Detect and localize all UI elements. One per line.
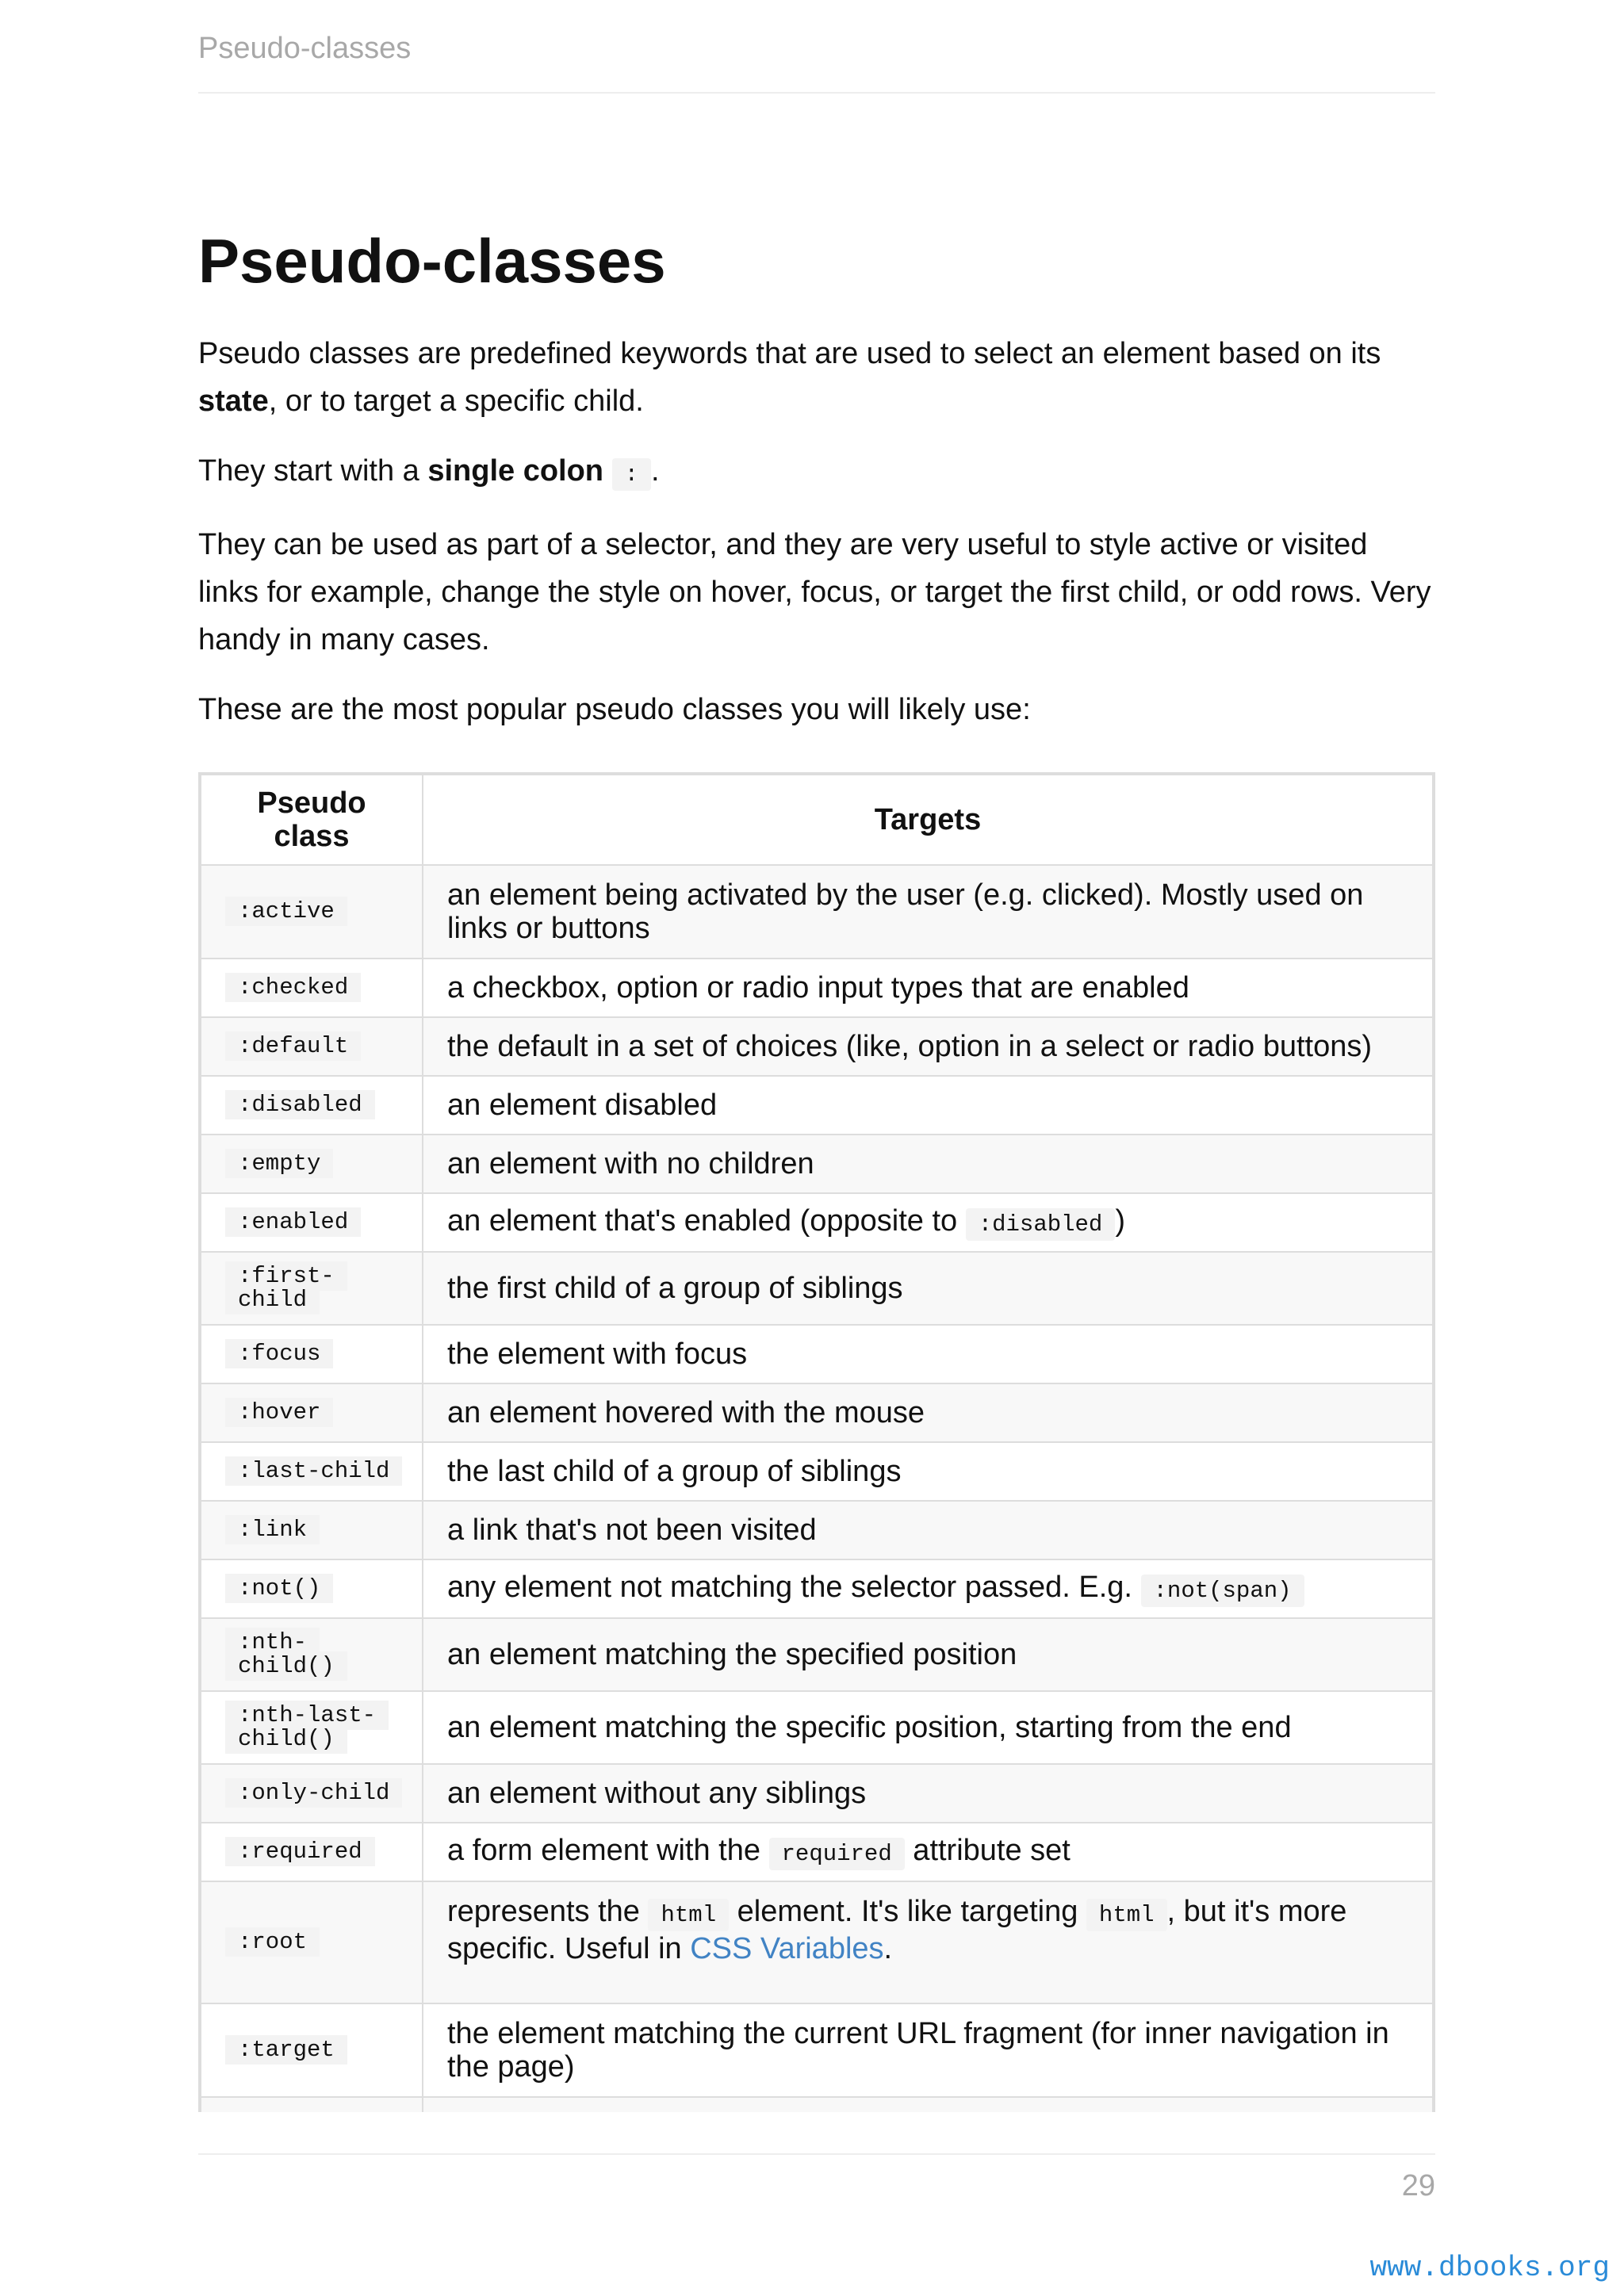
pseudo-cell <box>201 2097 423 2112</box>
desc-cell: an element hovered with the mouse <box>423 1383 1433 1442</box>
table-row <box>201 1193 1433 1252</box>
desc-cell: a form element with the required attribute set <box>423 1823 1433 1881</box>
page-number: 29 <box>1401 2169 1435 2202</box>
pseudo-code: :focus <box>225 1339 333 1368</box>
table-row <box>201 1383 1433 1442</box>
pseudo-cell <box>201 1823 423 1881</box>
desc-cell: an element disabled <box>423 1076 1433 1135</box>
intro-paragraph-1: Pseudo classes are predefined keywords that are used to select an element based on its state, or to target a specific child. <box>198 337 1381 418</box>
intro-paragraph-4: These are the most popular pseudo classes you will likely use: <box>198 693 1031 726</box>
inline-code: :disabled <box>966 1208 1116 1241</box>
pseudo-code: :nth-child() <box>225 1628 347 1681</box>
header-targets: Targets <box>423 775 1433 865</box>
pseudo-code: :empty <box>225 1149 333 1178</box>
table-row <box>201 1017 1433 1076</box>
table-row <box>201 1881 1433 2003</box>
table-row <box>201 1076 1433 1135</box>
pseudo-code: :disabled <box>225 1090 375 1119</box>
pseudo-code: :hover <box>225 1398 333 1427</box>
pseudo-cell <box>201 1017 423 1076</box>
pseudo-cell <box>201 1559 423 1618</box>
pseudo-code: :default <box>225 1031 361 1061</box>
pseudo-cell <box>201 1764 423 1823</box>
pseudo-class-table-container <box>198 772 1435 2112</box>
running-header <box>198 33 1435 94</box>
desc-cell: any element not matching the selector passed. E.g. :not(span) <box>423 1559 1433 1618</box>
table-row <box>201 1501 1433 1559</box>
pseudo-cell <box>201 1252 423 1325</box>
css-variables-link[interactable]: CSS Variables <box>690 1932 884 1965</box>
pseudo-code: :root <box>225 1927 320 1957</box>
table-row <box>201 1325 1433 1383</box>
pseudo-code: :last-child <box>225 1456 402 1486</box>
desc-cell: the element matching the current URL fragment (for inner navigation in the page) <box>423 2003 1433 2097</box>
pseudo-code: :checked <box>225 973 361 1002</box>
pseudo-code: :target <box>225 2035 347 2064</box>
inline-code: : <box>612 458 651 491</box>
inline-code: html <box>1086 1899 1167 1931</box>
pseudo-cell <box>201 1442 423 1501</box>
desc-cell <box>423 2097 1433 2112</box>
pseudo-cell <box>201 1076 423 1135</box>
table-row <box>201 1252 1433 1325</box>
pseudo-code: :active <box>225 897 347 926</box>
pseudo-code: :not() <box>225 1574 333 1603</box>
pseudo-code: :enabled <box>225 1207 361 1237</box>
inline-code: :not(span) <box>1141 1575 1304 1607</box>
pseudo-cell <box>201 2003 423 2097</box>
pseudo-cell <box>201 1193 423 1252</box>
pseudo-class-table <box>200 774 1434 2112</box>
pseudo-code: :first-child <box>225 1261 347 1314</box>
desc-cell: the last child of a group of siblings <box>423 1442 1433 1501</box>
table-row <box>201 1559 1433 1618</box>
table-row <box>201 1823 1433 1881</box>
inline-code: html <box>648 1899 729 1931</box>
pseudo-code: :nth-last-child() <box>225 1701 389 1754</box>
table-row <box>201 1442 1433 1501</box>
intro-paragraph-2: They start with a single colon : . <box>198 447 1435 499</box>
desc-cell: an element being activated by the user (e.g. clicked). Mostly used on links or buttons <box>423 865 1433 959</box>
intro-paragraph-3: They can be used as part of a selector, and they are very useful to style active or visited links for example, change the style on hover, focus, or target the first child, or odd rows. Very handy in many cases. <box>198 528 1431 656</box>
inline-code: required <box>769 1838 905 1870</box>
pseudo-code: :only-child <box>225 1778 402 1808</box>
pseudo-cell <box>201 1618 423 1691</box>
desc-cell: an element with no children <box>423 1135 1433 1193</box>
table-row <box>201 1135 1433 1193</box>
pseudo-cell <box>201 959 423 1017</box>
table-row <box>201 1764 1433 1823</box>
table-row <box>201 1618 1433 1691</box>
pseudo-cell <box>201 1325 423 1383</box>
pseudo-cell <box>201 865 423 959</box>
desc-cell: the default in a set of choices (like, option in a select or radio buttons) <box>423 1017 1433 1076</box>
desc-cell: an element matching the specified position <box>423 1618 1433 1691</box>
table-row <box>201 2003 1433 2097</box>
table-row <box>201 959 1433 1017</box>
desc-cell: an element matching the specific position, starting from the end <box>423 1691 1433 1764</box>
desc-cell: an element without any siblings <box>423 1764 1433 1823</box>
pseudo-code: :required <box>225 1837 375 1866</box>
desc-cell: the first child of a group of siblings <box>423 1252 1433 1325</box>
pseudo-cell <box>201 1691 423 1764</box>
pseudo-cell <box>201 1881 423 2003</box>
desc-cell: represents the html element. It's like targeting html , but it's more specific. Useful in CSS Variables. <box>423 1881 1433 2003</box>
table-row <box>201 865 1433 959</box>
table-header-row <box>201 775 1433 865</box>
running-title: Pseudo-classes <box>198 32 412 65</box>
main-content <box>198 226 1435 733</box>
desc-cell: a link that's not been visited <box>423 1501 1433 1559</box>
page-title: Pseudo-classes <box>198 226 666 296</box>
footer-divider <box>198 2153 1435 2155</box>
table-row <box>201 1691 1433 1764</box>
desc-cell: an element that's enabled (opposite to :disabled ) <box>423 1193 1433 1252</box>
pseudo-cell <box>201 1383 423 1442</box>
pseudo-cell <box>201 1501 423 1559</box>
watermark: www.dbooks.org <box>1369 2252 1610 2284</box>
table-row-partial <box>201 2097 1433 2112</box>
pseudo-cell <box>201 1135 423 1193</box>
pseudo-code: :link <box>225 1515 320 1544</box>
desc-cell: a checkbox, option or radio input types that are enabled <box>423 959 1433 1017</box>
header-pseudo-class: Pseudo class <box>201 775 423 865</box>
desc-cell: the element with focus <box>423 1325 1433 1383</box>
